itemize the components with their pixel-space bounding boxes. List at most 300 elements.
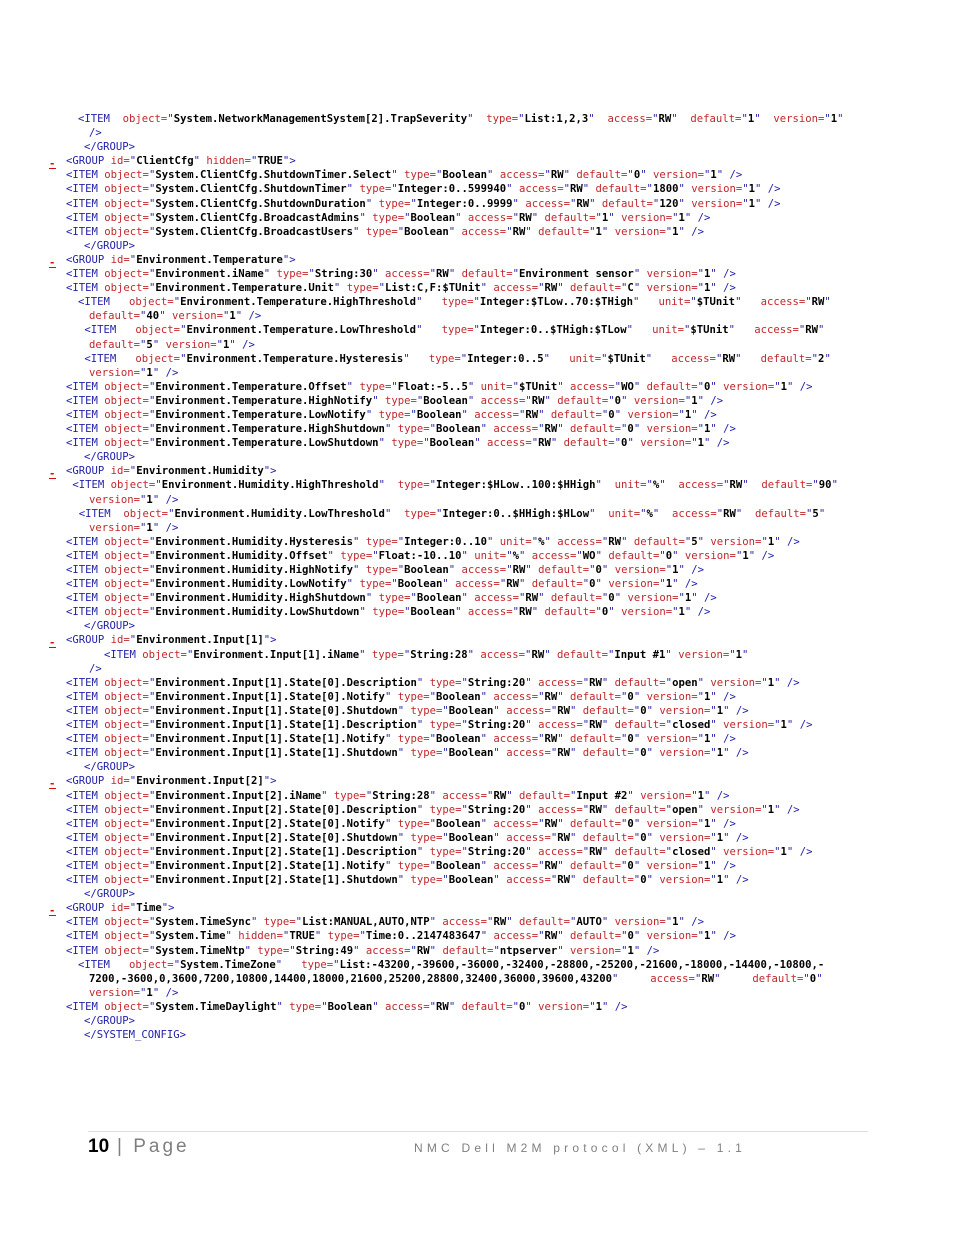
code-token: Environment.Humidity.LowThreshold (174, 507, 385, 520)
code-token: RW (544, 859, 558, 872)
code-token: " (397, 874, 405, 887)
code-token: default= (436, 944, 494, 957)
code-token: Environment.Input[2].State[0].Description (155, 803, 417, 816)
code-token: Environment.Input[2].State[1].Description (155, 845, 417, 858)
code-token: /> (716, 423, 736, 436)
code-token: id= (110, 775, 130, 788)
code-token: type= (359, 564, 398, 576)
code-token: " (448, 1000, 456, 1013)
code-token: " (614, 592, 622, 605)
code-token: RW (538, 437, 551, 450)
code-token: " (710, 747, 717, 760)
code-line (0, 648, 954, 662)
code-token: " (148, 211, 156, 224)
code-token: " (429, 479, 436, 492)
code-token: 1 (767, 535, 775, 548)
code-token: " (723, 831, 730, 844)
code-token: " (710, 859, 717, 872)
code-token: RW (544, 423, 558, 436)
code-token: Boolean (448, 704, 494, 717)
code-token: access= (531, 845, 583, 858)
code-token: access= (455, 564, 507, 576)
code-token: default= (748, 479, 813, 492)
code-token: default= (538, 606, 596, 619)
code-token: " (824, 296, 831, 309)
code-token: Environment.Input[1].State[0].Shutdown (155, 704, 398, 717)
code-line (0, 986, 954, 1000)
code-token: access= (467, 592, 519, 605)
code-token: Environment.Input[2].State[1].Shutdown (155, 874, 398, 887)
code-line (0, 958, 954, 972)
code-token: " (275, 958, 283, 971)
code-token: Integer:0..9999 (416, 197, 513, 210)
code-token: " (251, 916, 258, 929)
code-token: 1 (684, 592, 692, 605)
code-token: 1 (704, 268, 711, 281)
code-token: " (148, 423, 156, 436)
code-line (0, 464, 954, 481)
code-token: Environment.Temperature.HighNotify (155, 394, 373, 407)
code-token: type= (372, 408, 411, 421)
code-token: " (728, 324, 736, 337)
code-token: " (633, 831, 641, 844)
code-token: " (633, 704, 641, 717)
code-token: /> (640, 944, 660, 957)
code-token: access= (563, 380, 615, 393)
code-token: object= (122, 958, 174, 971)
code-token: " (754, 113, 761, 125)
code-token: RW (557, 831, 570, 844)
collapse-marker-icon[interactable]: - (49, 905, 56, 918)
code-token: " (608, 648, 615, 661)
code-token: object= (129, 324, 181, 337)
code-token: $TUnit (518, 380, 558, 393)
code-token: " (672, 606, 679, 619)
code-token: " (678, 564, 685, 576)
code-token: System.ClientCfg.BroadcastUsers (155, 225, 354, 238)
code-token: 1 (748, 197, 756, 210)
code-token: " (659, 549, 666, 562)
code-token: access= (436, 916, 488, 929)
code-token: Boolean (436, 859, 481, 872)
code-token: 120 (659, 197, 679, 210)
code-token: object= (104, 380, 149, 393)
code-token: " (180, 324, 187, 337)
code-token: Integer:0..5 (467, 352, 544, 365)
code-token: " (436, 169, 443, 182)
code-token: " (742, 648, 749, 661)
code-token: id= (110, 902, 130, 915)
code-token: 1 (229, 310, 236, 323)
code-token: Boolean (416, 408, 462, 421)
code-token: 0 (621, 437, 628, 450)
code-token: " (461, 803, 468, 816)
code-token: RW (436, 268, 449, 281)
code-token: type= (365, 211, 405, 224)
code-token: 1 (716, 747, 724, 760)
code-token: " (148, 690, 156, 703)
code-line (0, 972, 954, 986)
code-token: " (614, 408, 622, 421)
code-token: " (582, 803, 590, 816)
code-token: type= (365, 648, 404, 661)
code-token: RW (531, 648, 545, 661)
code-token: type= (397, 169, 436, 182)
code-token: " (665, 719, 673, 732)
code-token: " (397, 535, 405, 548)
code-token: " (710, 704, 717, 717)
code-token: " (691, 437, 698, 450)
code-token: " (761, 676, 768, 689)
code-token: /> (716, 859, 736, 872)
code-token: " (774, 380, 781, 393)
code-token: " (346, 578, 354, 591)
code-token: " (186, 648, 194, 661)
code-token: /> (159, 366, 179, 379)
code-token: " (563, 183, 570, 196)
code-token: type= (372, 592, 411, 605)
code-line (0, 704, 954, 718)
code-token: Boolean (436, 690, 481, 703)
collapse-marker-icon[interactable]: - (49, 778, 56, 791)
code-token: /> (691, 211, 711, 224)
code-token: " (506, 789, 513, 802)
code-token: 1 (601, 211, 609, 224)
code-token: " (140, 366, 147, 379)
code-token: " (391, 578, 398, 591)
code-token: </GROUP> (84, 1015, 136, 1027)
code-token: " (460, 352, 468, 365)
code-token: " (159, 310, 166, 323)
code-token: access= (461, 211, 513, 224)
code-token: type= (378, 394, 417, 407)
code-token: <ITEM (66, 789, 105, 802)
code-token: Environment.Input[1] (136, 634, 264, 647)
code-token: " (455, 211, 462, 224)
code-token: " (710, 817, 717, 830)
code-token: unit= (474, 380, 513, 393)
code-line (0, 929, 954, 943)
code-token: default= (563, 930, 622, 943)
code-token: " (621, 733, 628, 746)
code-token: " (601, 1000, 609, 1013)
code-token: " (173, 296, 181, 309)
code-token: " (148, 789, 156, 802)
code-token: 1 (146, 366, 153, 379)
code-token: <ITEM (66, 394, 105, 407)
code-token: " (148, 282, 156, 295)
code-token: " (735, 549, 743, 562)
code-token: unit= (493, 535, 532, 548)
code-token: <GROUP (66, 465, 111, 478)
code-token: Input #1 (614, 648, 666, 661)
code-token: " (755, 197, 762, 210)
code-token: 0 (519, 1000, 526, 1013)
code-token: " (148, 874, 156, 887)
code-token: " (608, 394, 615, 407)
code-token: " (621, 535, 628, 548)
page-number: 10 (88, 1136, 110, 1157)
collapse-marker-icon[interactable]: - (49, 256, 56, 269)
code-token: " (140, 986, 147, 999)
code-token: " (633, 859, 641, 872)
code-token: access= (487, 282, 539, 295)
code-token: " (646, 874, 653, 887)
code-token: unit= (467, 549, 507, 562)
code-token: > (289, 155, 296, 168)
code-token: " (582, 183, 590, 196)
code-token: " (391, 169, 398, 182)
code-token: access= (493, 169, 545, 182)
code-token: " (589, 564, 596, 576)
code-token: /> (716, 733, 736, 746)
code-token: " (824, 352, 831, 365)
code-token: " (129, 775, 137, 788)
code-token: " (570, 747, 577, 760)
code-token: <ITEM (66, 930, 105, 943)
collapse-marker-icon[interactable]: - (49, 637, 56, 650)
code-token: " (244, 944, 252, 957)
code-token: <ITEM (66, 859, 105, 872)
code-token: default= (544, 592, 602, 605)
code-token: " (480, 817, 488, 830)
code-token: " (531, 437, 539, 450)
code-token: access= (531, 803, 583, 816)
code-token: /> (755, 549, 775, 562)
collapse-marker-icon[interactable]: - (49, 468, 56, 481)
code-token: object= (104, 930, 149, 943)
code-token: " (557, 817, 564, 830)
code-token: " (410, 197, 417, 210)
code-token: <ITEM (66, 944, 105, 957)
code-token: " (378, 479, 385, 492)
code-token: 1 (146, 521, 153, 534)
code-token: RW (608, 535, 622, 548)
code-token: access= (487, 859, 539, 872)
code-line (0, 662, 954, 676)
code-line (0, 591, 954, 605)
code-token: Boolean (436, 817, 481, 830)
code-token: RW (544, 733, 558, 746)
code-token: type= (359, 535, 398, 548)
code-token: 1 (697, 437, 705, 450)
code-token: RW (531, 394, 545, 407)
code-token: " (704, 437, 711, 450)
code-token: type= (340, 282, 379, 295)
code-line (0, 887, 954, 901)
code-token: object= (104, 606, 149, 619)
collapse-marker-icon[interactable]: - (49, 158, 56, 171)
code-token: default= (512, 916, 570, 929)
code-token: " (429, 733, 436, 746)
code-token: /> (761, 197, 781, 210)
code-token: " (633, 690, 641, 703)
code-token: type= (391, 690, 430, 703)
code-token: object= (104, 408, 149, 421)
code-token: <ITEM (66, 437, 105, 450)
code-token: " (665, 676, 673, 689)
code-token: " (225, 930, 232, 943)
code-token: RW (589, 803, 602, 816)
code-token: " (152, 493, 160, 506)
code-token: 1 (627, 944, 634, 957)
code-token: " (423, 437, 430, 450)
code-token: " (633, 930, 641, 943)
code-token: access= (474, 648, 526, 661)
code-token: " (601, 803, 609, 816)
code-line (0, 718, 954, 732)
code-token: 1 (710, 169, 717, 182)
code-token: /> (684, 564, 705, 576)
code-token: default= (608, 719, 666, 732)
code-token: " (263, 268, 271, 281)
code-line (0, 1014, 954, 1028)
code-token: " (774, 676, 781, 689)
code-token: " (691, 592, 698, 605)
code-token: " (715, 352, 723, 365)
code-token: version= (563, 944, 622, 957)
code-token: version= (704, 535, 762, 548)
code-line (0, 901, 954, 918)
code-token: TRUE (257, 155, 283, 168)
code-token: " (837, 113, 844, 125)
code-token: " (216, 338, 223, 351)
code-token: " (148, 225, 156, 238)
xml-code-listing (0, 112, 954, 1042)
code-token: 40 (146, 310, 160, 323)
code-token: " (531, 211, 539, 224)
code-token: " (416, 719, 424, 732)
code-token: <ITEM (66, 592, 105, 605)
code-token: > (270, 634, 277, 647)
code-line (0, 521, 954, 535)
code-token: RW (576, 197, 590, 210)
code-token: 1 (747, 113, 755, 125)
code-token: <ITEM (78, 296, 123, 309)
code-token: /> (761, 183, 781, 196)
code-token: type= (327, 789, 366, 802)
code-token: WO (582, 549, 596, 562)
code-token: " (148, 592, 156, 605)
code-token: type= (404, 874, 443, 887)
code-token: % (512, 549, 519, 562)
code-token: TRUE (289, 930, 315, 943)
code-token: Boolean (423, 394, 468, 407)
code-token: access= (531, 676, 583, 689)
code-token: type= (423, 676, 462, 689)
code-token: " (416, 803, 424, 816)
code-line (0, 182, 954, 196)
code-token: Boolean (410, 211, 456, 224)
code-token: /> (608, 1000, 628, 1013)
code-token: " (710, 423, 717, 436)
code-token: <ITEM (66, 817, 105, 830)
code-token: System.ClientCfg.ShutdownTimer (155, 183, 347, 196)
code-token: " (697, 394, 705, 407)
code-token: " (473, 324, 480, 337)
code-token: " (621, 423, 628, 436)
code-token: version= (621, 408, 679, 421)
code-token: 0 (601, 606, 609, 619)
code-token: > (270, 775, 277, 788)
code-token: " (735, 352, 742, 365)
code-token: type= (423, 719, 462, 732)
code-token: default= (741, 352, 812, 365)
code-token: " (512, 268, 519, 281)
code-token: <ITEM (66, 535, 105, 548)
code-line (0, 323, 954, 337)
code-token: " (314, 930, 322, 943)
code-token: object= (104, 817, 149, 830)
code-token: " (282, 930, 290, 943)
code-token: " (621, 817, 628, 830)
code-token: " (601, 676, 609, 689)
code-token: " (742, 197, 749, 210)
code-token: object= (104, 859, 149, 872)
code-token: " (557, 944, 564, 957)
code-token: 1 (684, 408, 692, 421)
code-token: RW (557, 704, 570, 717)
code-token: " (442, 874, 449, 887)
code-token: <ITEM (66, 197, 105, 210)
code-token: " (531, 535, 539, 548)
code-token: type= (404, 831, 443, 844)
code-token: /> (729, 874, 749, 887)
code-token: version= (760, 113, 825, 125)
code-token: " (333, 958, 340, 971)
code-line (0, 1028, 954, 1042)
code-token: Environment.Humidity.HighThreshold (161, 479, 379, 492)
code-token: open (672, 676, 698, 689)
code-token: " (512, 606, 519, 619)
code-token: type= (422, 296, 474, 309)
code-token: object= (104, 690, 149, 703)
code-token: default= (550, 648, 608, 661)
code-token: version= (531, 1000, 590, 1013)
code-token: access= (525, 549, 577, 562)
code-token: " (710, 930, 717, 943)
code-token: " (704, 789, 711, 802)
code-token: <ITEM (66, 747, 105, 760)
code-token: " (659, 578, 666, 591)
code-token: " (140, 310, 147, 323)
code-token: % (538, 535, 545, 548)
code-token: " (601, 225, 609, 238)
code-line (0, 817, 954, 831)
code-token: 90 (818, 479, 832, 492)
code-token: Environment.Humidity.LowNotify (155, 578, 347, 591)
code-token: object= (104, 268, 149, 281)
code-token: " (550, 747, 558, 760)
code-token: /> (716, 817, 736, 830)
code-token: " (684, 535, 692, 548)
code-token: version= (89, 986, 141, 999)
code-token: " (148, 268, 156, 281)
code-token: Environment.Input[2].State[1].Notify (155, 859, 385, 872)
code-token: " (652, 197, 660, 210)
code-token: " (550, 704, 558, 717)
code-token: " (601, 916, 609, 929)
code-token: " (614, 380, 622, 393)
code-token: version= (678, 549, 736, 562)
code-token: 0 (627, 733, 634, 746)
code-token: " (710, 845, 717, 858)
code-token: " (786, 380, 794, 393)
code-token: " (461, 845, 468, 858)
code-token: version= (684, 197, 743, 210)
code-token: " (659, 479, 666, 492)
code-token: /> (716, 930, 736, 943)
